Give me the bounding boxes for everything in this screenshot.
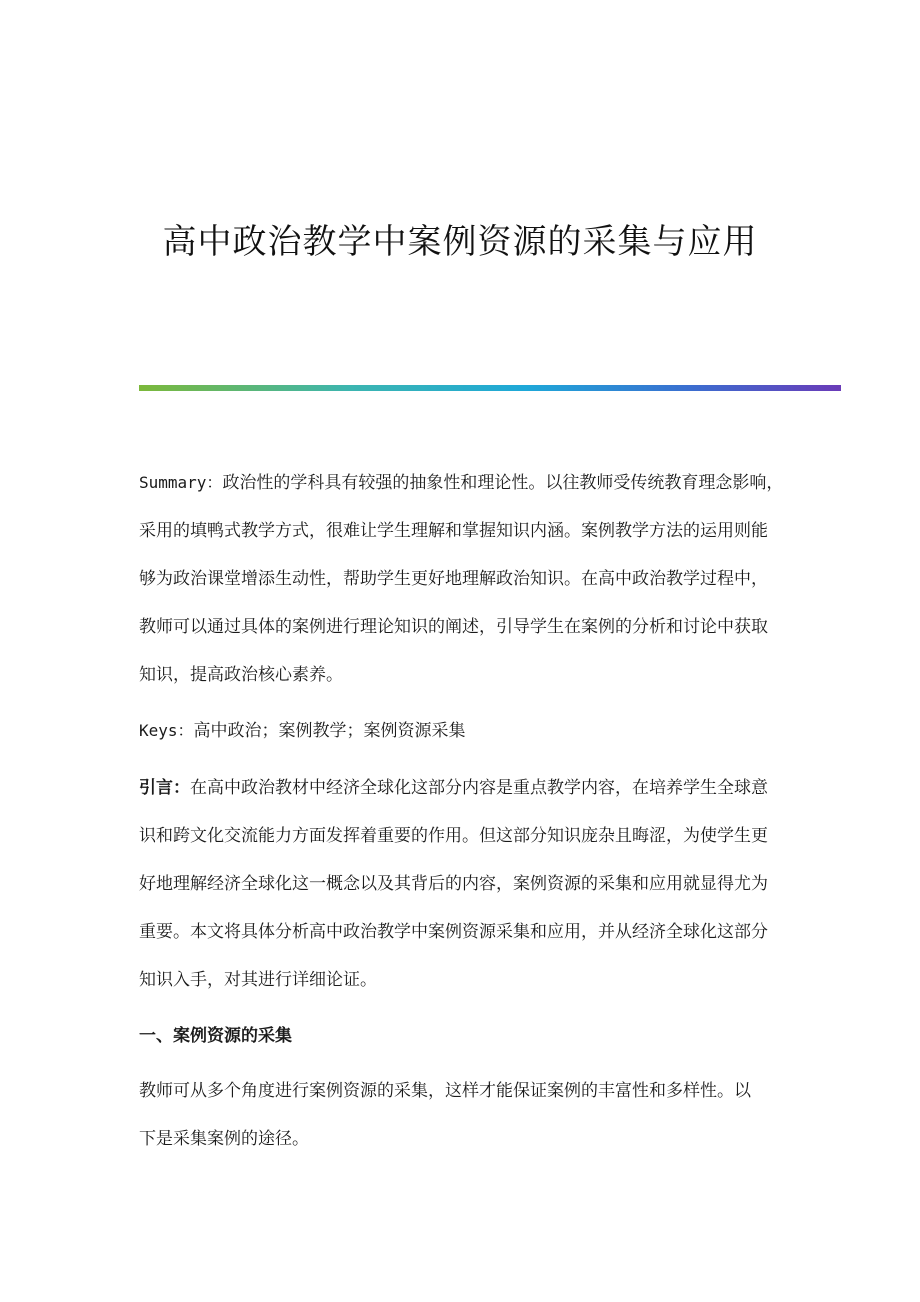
- intro-paragraph: [139, 764, 784, 1004]
- section-heading: 一、案例资源的采集: [139, 1026, 292, 1046]
- gradient-divider: [139, 385, 841, 391]
- intro-label: 引言：: [139, 778, 190, 798]
- section1-paragraph: 教师可从多个角度进行案例资源的采集，这样才能保证案例的丰富性和多样性。以下是采集案例的途径。: [139, 1081, 751, 1149]
- document-title: 高中政治教学中案例资源的采集与应用: [162, 222, 758, 262]
- summary-paragraph: [139, 459, 784, 699]
- keys-text: 高中政治；案例教学；案例资源采集: [193, 721, 466, 741]
- summary-label: Summary：: [139, 473, 223, 492]
- keys-paragraph: [139, 707, 784, 755]
- intro-text: 在高中政治教材中经济全球化这部分内容是重点教学内容，在培养学生全球意识和跨文化交流能力方面发挥着重要的作用。但这部分知识庞杂且晦涩，为使学生更好地理解经济全球化这一概念以及其背后的内容，案例资源的采集和应用就显得尤为重要。本文将具体分析高中政治教学中案例资源采集和应用，并从经济全球化这部分知识入手，对其进行详细论证。: [139, 778, 768, 990]
- keys-label: Keys：: [139, 721, 194, 740]
- summary-text: 政治性的学科具有较强的抽象性和理论性。以往教师受传统教育理念影响，采用的填鸭式教学方式，很难让学生理解和掌握知识内涵。案例教学方法的运用则能够为政治课堂增添生动性，帮助学生更好地理解政治知识。在高中政治教学过程中，教师可以通过具体的案例进行理论知识的阐述，引导学生在案例的分析和讨论中获取知识，提高政治核心素养。: [139, 473, 784, 685]
